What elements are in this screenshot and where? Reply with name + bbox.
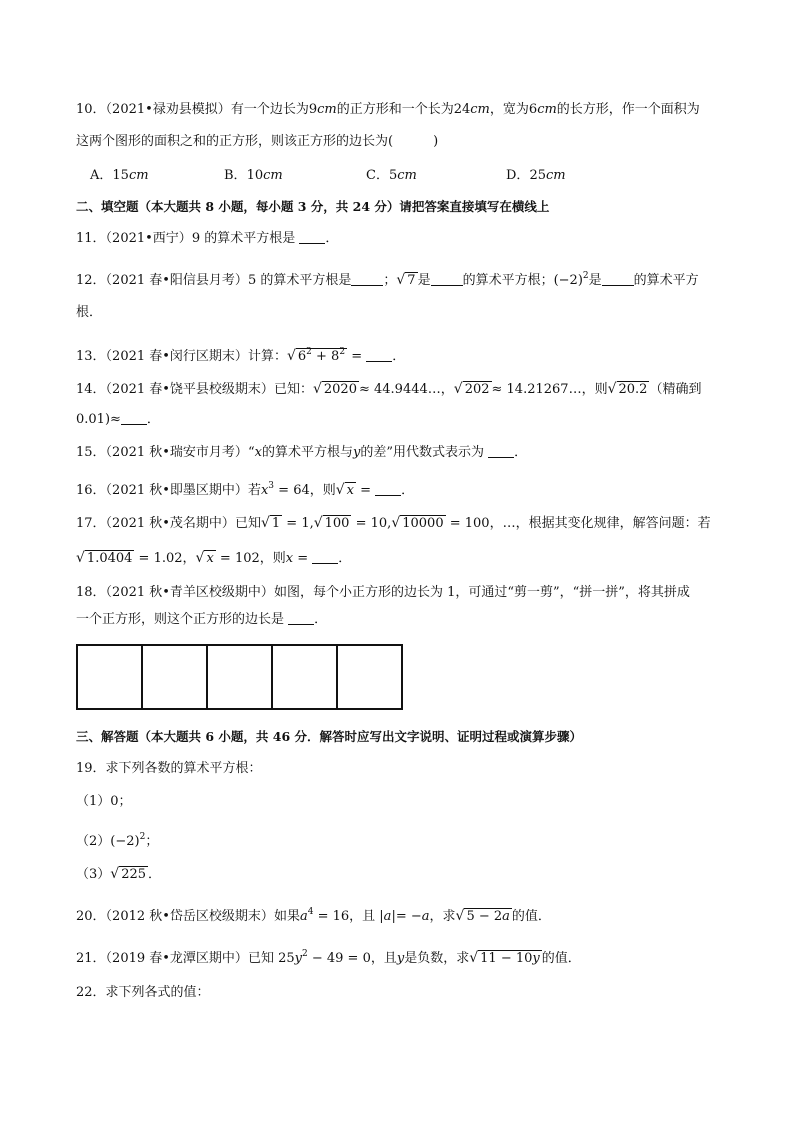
unit-square [76, 644, 143, 710]
answer-blank[interactable] [351, 272, 383, 286]
section-heading-solve: 三、解答题（本大题共 6 小题，共 46 分．解答时应写出文字说明、证明过程或演算步骤） [76, 729, 583, 744]
option-a[interactable]: A．15cm [90, 168, 149, 183]
question-18-line-2: 一个正方形，则这个正方形的边长是 ． [76, 612, 328, 627]
option-d[interactable]: D．25cm [506, 168, 566, 183]
question-16: 16．（2021 秋•即墨区期中）若$x^3 = 64$，则√ x = ． [76, 481, 415, 498]
square-strip-figure [76, 644, 403, 710]
question-17: 17．（2021 秋•茂名期中）已知√ 1 = 1,√ 100 = 10,√ 10000 = 100，…，根据其变化规律，解答问题：若 [76, 515, 711, 531]
question-15: 15．（2021 秋•瑞安市月考）“x的算术平方根与y的差”用代数式表示为 ． [76, 445, 528, 460]
question-11: 11．（2021•西宁）9 的算术平方根是 ． [76, 231, 339, 246]
answer-blank[interactable] [602, 272, 634, 286]
question-20: 20．（2012 秋•岱岳区校级期末）如果$a^4 = 16$，且 |a|= −a，求√ 5 − 2a 的值． [76, 907, 551, 924]
question-19-item-3: （3）√ 225 ． [76, 866, 162, 882]
answer-blank[interactable] [375, 482, 401, 496]
question-10: 10．（2021•禄劝县模拟）有一个边长为9cm的正方形和一个长为24cm，宽为6cm的长方形，作一个面积为 [76, 102, 700, 117]
answer-blank[interactable] [366, 348, 392, 362]
unit-square [141, 644, 208, 710]
question-22: 22．求下列各式的值： [76, 985, 210, 1000]
question-19: 19．求下列各数的算术平方根： [76, 761, 262, 776]
answer-blank[interactable] [431, 272, 463, 286]
question-18: 18．（2021 秋•青羊区校级期中）如图，每个小正方形的边长为 1，可通过“剪一剪”，“拼一拼”，将其拼成 [76, 585, 690, 600]
question-12-line-2: 根． [76, 305, 103, 320]
question-19-item-2: $(2)(-2)^2$； [76, 832, 159, 849]
question-21: 21．（2019 春•龙潭区期中）已知 $25y^2 - 49 = 0$，且y是负数，求√ 11 − 10y 的值． [76, 949, 581, 966]
unit-square [271, 644, 338, 710]
question-number: 10． [76, 102, 106, 117]
answer-blank[interactable] [488, 444, 514, 458]
answer-blank[interactable] [121, 411, 147, 425]
option-b[interactable]: B．10cm [224, 168, 283, 183]
unit-square [336, 644, 403, 710]
question-10-options [76, 167, 636, 185]
section-heading-fill-in: 二、填空题（本大题共 8 小题，每小题 3 分，共 24 分）请把答案直接填写在横线上 [76, 199, 550, 214]
question-19-item-1: （1）0； [76, 794, 132, 809]
question-source: （2021•禄劝县模拟） [105, 102, 231, 117]
question-17-line-2: √ 1.0404 = 1.02，√ x = 102，则x = ． [76, 550, 352, 566]
answer-blank[interactable] [288, 611, 314, 625]
question-10-line-2: 这两个图形的面积之和的正方形，则该正方形的边长为( ) [76, 134, 439, 149]
answer-blank[interactable] [299, 230, 325, 244]
question-14-line-2: 0.01)≈ ． [76, 412, 160, 427]
option-c[interactable]: C．5cm [366, 168, 417, 183]
unit-square [206, 644, 273, 710]
question-14: 14．（2021 春•饶平县校级期末）已知：√ 2020 ≈ 44.9444…，√ 202 ≈ 14.21267…，则√ 20.2 （精确到 [76, 381, 702, 397]
answer-blank[interactable] [312, 550, 338, 564]
question-12: 12．（2021 春•阳信县月考）5 的算术平方根是 ；√ 7 是 的算术平方根；$(-2)^2$是 的算术平方 [76, 271, 699, 288]
question-13: 13．（2021 春•闵行区期末）计算：√ $6^2 + 8^2$ = ． [76, 347, 406, 364]
